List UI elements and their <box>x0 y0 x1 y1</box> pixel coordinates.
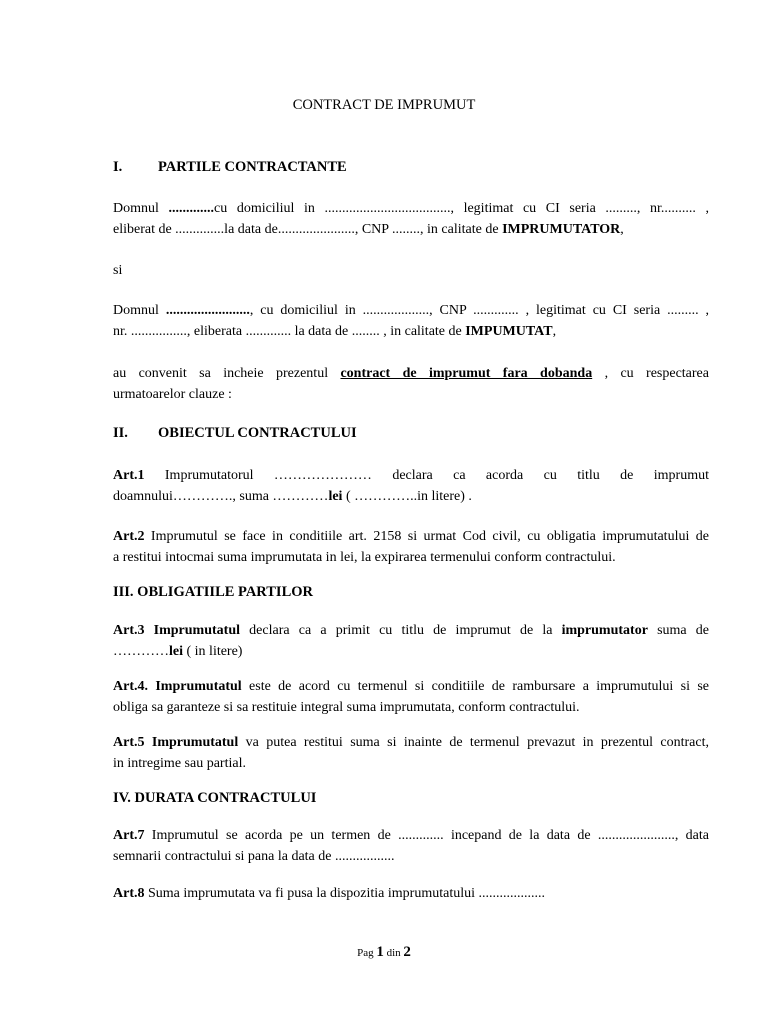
section-1-title: PARTILE CONTRACTANTE <box>158 159 347 175</box>
article-2 <box>113 526 709 568</box>
party-2-text: Domnul <box>113 303 166 318</box>
article-5-line-1 <box>113 732 709 753</box>
article-4-line-2: obliga sa garanteze si sa restituie integral suma imprumutata, conform contractului. <box>113 700 580 715</box>
article-8 <box>113 883 709 904</box>
section-4-heading: IV. DURATA CONTRACTULUI <box>113 790 317 806</box>
article-3-line-2 <box>113 641 709 662</box>
party-2-line-2 <box>113 321 709 342</box>
party-1-role: IMPRUMUTATOR <box>502 222 621 237</box>
party-1-name-blank: ............. <box>168 201 214 216</box>
article-7-line-1 <box>113 825 709 846</box>
page-footer <box>0 944 768 961</box>
article-4-line-1 <box>113 676 709 697</box>
article-5-label: Art.5 <box>113 735 145 750</box>
section-1-number: I. <box>113 159 123 175</box>
agreement-line-1 <box>113 363 709 384</box>
article-3-text: ………… <box>113 644 169 659</box>
article-2-label: Art.2 <box>113 529 145 544</box>
document-title: CONTRACT DE IMPRUMUT <box>292 97 476 113</box>
article-5-text: va putea restitui suma si inainte de termenul prevazut in prezentul contract, <box>238 735 709 750</box>
article-7-text: Imprumutul se acorda pe un termen de ............. incepand de la data de ......................, data <box>144 828 709 843</box>
article-3-text: ( in litere) <box>183 644 243 659</box>
agreement-line-2: urmatoarelor clauze : <box>113 387 232 402</box>
current-page-number: 1 <box>376 944 384 960</box>
article-3 <box>113 620 709 662</box>
party-1-line-2 <box>113 219 709 240</box>
article-1-text: ( …………..in litere) . <box>342 489 472 504</box>
article-1-line-1 <box>113 465 709 486</box>
article-1-text: doamnului…………., suma ………… <box>113 489 329 504</box>
article-1-line-2 <box>113 486 709 507</box>
section-2-number: II. <box>113 425 128 441</box>
article-8-text: Suma imprumutata va fi pusa la dispozitia imprumutatului ................... <box>144 886 545 901</box>
party-2-text: nr. ................, eliberata ............. la data de ........ , in calitate de <box>113 324 466 339</box>
section-2-title: OBIECTUL CONTRACTULUI <box>158 425 357 441</box>
lender-term: imprumutator <box>561 623 648 638</box>
party-1-text: cu domiciliul in ...................................., legitimat cu CI seria ........., nr.......... , <box>214 201 710 216</box>
article-7-line-2: semnarii contractului si pana la data de ................. <box>113 849 395 864</box>
and-connector: si <box>113 263 123 278</box>
section-3-heading: III. OBLIGATIILE PARTILOR <box>113 584 313 600</box>
total-pages-number: 2 <box>403 944 411 960</box>
article-7 <box>113 825 709 867</box>
article-1 <box>113 465 709 507</box>
article-3-line-1 <box>113 620 709 641</box>
article-3-text: declara ca a primit cu titlu de imprumut de la <box>240 623 562 638</box>
article-1-label: Art.1 <box>113 468 145 483</box>
borrower-term: Imprumutatul <box>144 735 239 750</box>
article-4-label: Art.4. <box>113 679 148 694</box>
party-1-text: eliberat de ..............la data de......................, CNP ........, in calitate de <box>113 222 503 237</box>
borrower-term: Imprumutatul <box>148 679 242 694</box>
party-1-line-1 <box>113 198 709 219</box>
party-2-text: , cu domiciliul in ..................., CNP ............. , legitimat cu CI seria ......... , <box>249 303 710 318</box>
party-2-paragraph <box>113 300 709 342</box>
contract-type: contract de imprumut fara dobanda <box>340 366 593 381</box>
article-8-line-1 <box>113 883 709 904</box>
currency-label: lei <box>169 644 183 659</box>
party-1-text: , <box>620 222 624 237</box>
article-2-line-2: a restitui intocmai suma imprumutata in lei, la expirarea termenului conform contractului. <box>113 550 616 565</box>
section-1-heading <box>113 159 347 176</box>
article-2-line-1 <box>113 526 709 547</box>
currency-label: lei <box>328 489 343 504</box>
borrower-term: Imprumutatul <box>144 623 241 638</box>
agreement-text: , cu respectarea <box>592 366 709 381</box>
party-1-paragraph <box>113 198 709 240</box>
article-3-text: suma de <box>647 623 709 638</box>
party-2-line-1 <box>113 300 709 321</box>
agreement-text: au convenit sa incheie prezentul <box>113 366 341 381</box>
article-5 <box>113 732 709 774</box>
party-2-role: IMPUMUTAT <box>465 324 553 339</box>
article-7-label: Art.7 <box>113 828 145 843</box>
article-1-text: Imprumutatorul ………………… declara ca acorda cu titlu de imprumut <box>144 468 709 483</box>
page-of-label: din <box>383 947 404 959</box>
article-2-text: Imprumutul se face in conditiile art. 2158 si urmat Cod civil, cu obligatia imprumutatului de <box>144 529 709 544</box>
article-8-label: Art.8 <box>113 886 145 901</box>
article-4-text: este de acord cu termenul si conditiile de rambursare a imprumutului si se <box>241 679 709 694</box>
article-4 <box>113 676 709 718</box>
agreement-paragraph <box>113 363 709 405</box>
party-2-name-blank: ........................ <box>165 303 250 318</box>
page-label: Pag <box>357 947 377 959</box>
section-2-heading <box>113 425 357 442</box>
party-2-text: , <box>552 324 557 339</box>
party-1-text: Domnul <box>113 201 169 216</box>
article-5-line-2: in intregime sau partial. <box>113 756 246 771</box>
article-3-label: Art.3 <box>113 623 145 638</box>
